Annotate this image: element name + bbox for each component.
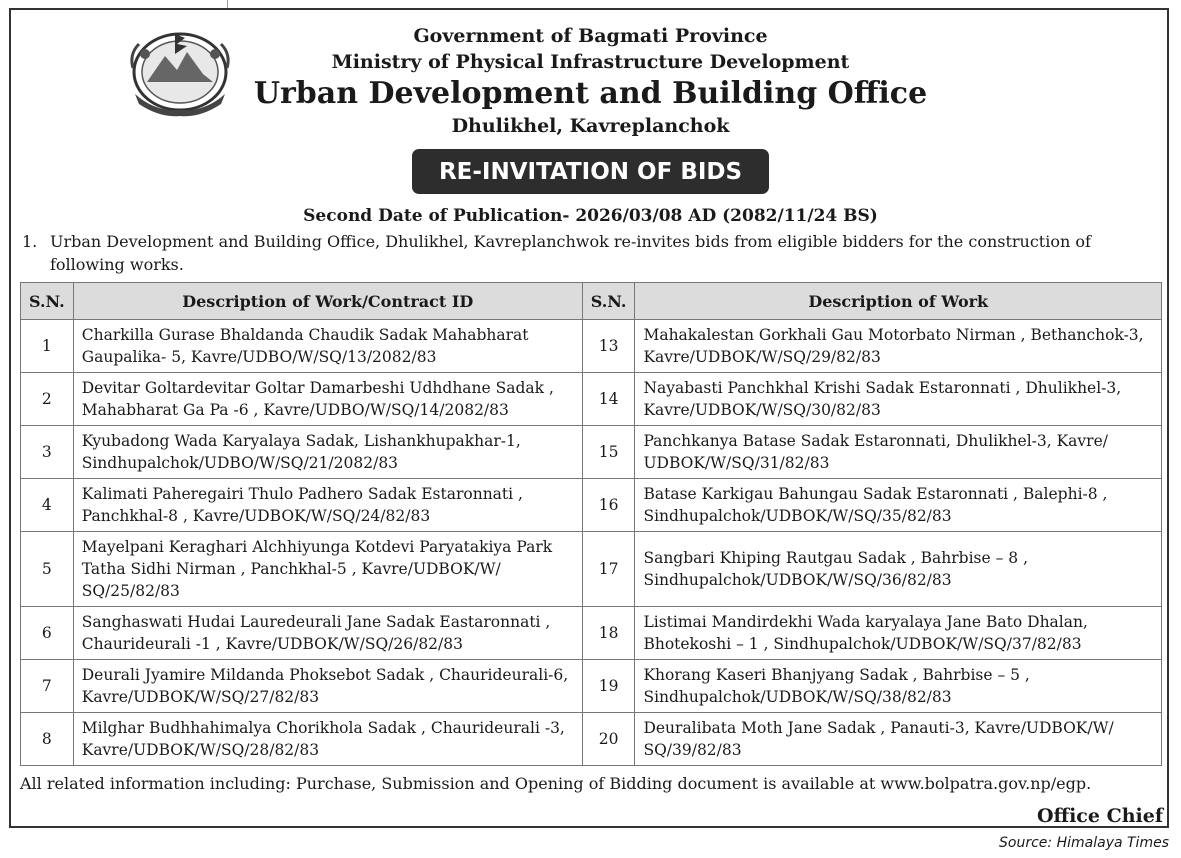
sn-cell: 20 <box>582 713 635 766</box>
description-cell: Kyubadong Wada Karyalaya Sadak, Lishankhupakhar-1, Sindhupalchok/UDBO/W/SQ/21/2082/83 <box>73 426 582 479</box>
description-cell: Batase Karkigau Bahungau Sadak Estaronnati , Balephi-8 , Sindhupalchok/UDBOK/W/SQ/35/82/83 <box>635 479 1162 532</box>
intro-paragraph <box>22 230 1167 276</box>
table-header-row <box>21 283 1162 320</box>
table-row <box>21 660 1162 713</box>
header-description-right: Description of Work <box>635 283 1162 320</box>
sn-cell: 15 <box>582 426 635 479</box>
sn-cell: 13 <box>582 320 635 373</box>
sn-cell: 5 <box>21 532 74 607</box>
bids-table <box>20 282 1162 766</box>
intro-number: 1. <box>22 232 38 251</box>
office-title: Urban Development and Building Office <box>253 76 928 111</box>
description-cell: Nayabasti Panchkhal Krishi Sadak Estaronnati , Dhulikhel-3, Kavre/UDBOK/W/SQ/30/82/83 <box>635 373 1162 426</box>
footer-note: All related information including: Purchase, Submission and Opening of Bidding document is available at www.bolpatra.gov.np/egp. <box>20 774 1092 793</box>
sn-cell: 18 <box>582 607 635 660</box>
sn-cell: 6 <box>21 607 74 660</box>
sn-cell: 4 <box>21 479 74 532</box>
header-sn-left: S.N. <box>21 283 74 320</box>
publication-date: Second Date of Publication- 2026/03/08 AD (2082/11/24 BS) <box>303 206 878 226</box>
description-cell: Mahakalestan Gorkhali Gau Motorbato Nirman , Bethanchok-3, Kavre/UDBOK/W/SQ/29/82/83 <box>635 320 1162 373</box>
sn-cell: 8 <box>21 713 74 766</box>
description-cell: Milghar Budhhahimalya Chorikhola Sadak , Chaurideurali -3, Kavre/UDBOK/W/SQ/28/82/83 <box>73 713 582 766</box>
table-row <box>21 532 1162 607</box>
intro-text: Urban Development and Building Office, Dhulikhel, Kavreplanchwok re-invites bids from eligible bidders for the construction of following works. <box>50 232 1091 274</box>
description-cell: Panchkanya Batase Sadak Estaronnati, Dhulikhel-3, Kavre/ UDBOK/W/SQ/31/82/83 <box>635 426 1162 479</box>
sn-cell: 19 <box>582 660 635 713</box>
sn-cell: 1 <box>21 320 74 373</box>
signature: Office Chief <box>1036 805 1163 827</box>
description-cell: Sanghaswati Hudai Lauredeurali Jane Sadak Eastaronnati , Chaurideurali -1 , Kavre/UDBOK/W/SQ/26/82/83 <box>73 607 582 660</box>
sn-cell: 3 <box>21 426 74 479</box>
government-title: Government of Bagmati Province <box>413 25 768 47</box>
notice-banner: RE-INVITATION OF BIDS <box>412 149 769 194</box>
sn-cell: 2 <box>21 373 74 426</box>
description-cell: Mayelpani Keraghari Alchhiyunga Kotdevi Paryatakiya Park Tatha Sidhi Nirman , Panchkhal-5 , Kavre/UDBOK/W/ SQ/25/82/83 <box>73 532 582 607</box>
table-row <box>21 373 1162 426</box>
sn-cell: 16 <box>582 479 635 532</box>
top-divider <box>227 0 228 8</box>
header-description-left: Description of Work/Contract ID <box>73 283 582 320</box>
table-row <box>21 479 1162 532</box>
description-cell: Charkilla Gurase Bhaldanda Chaudik Sadak Mahabharat Gaupalika- 5, Kavre/UDBO/W/SQ/13/2082/83 <box>73 320 582 373</box>
description-cell: Deurali Jyamire Mildanda Phoksebot Sadak , Chaurideurali-6, Kavre/UDBOK/W/SQ/27/82/83 <box>73 660 582 713</box>
description-cell: Sangbari Khiping Rautgau Sadak , Bahrbise – 8 , Sindhupalchok/UDBOK/W/SQ/36/82/83 <box>635 532 1162 607</box>
table-row <box>21 607 1162 660</box>
description-cell: Listimai Mandirdekhi Wada karyalaya Jane Bato Dhalan, Bhotekoshi – 1 , Sindhupalchok/UDBOK/W/SQ/37/82/83 <box>635 607 1162 660</box>
description-cell: Deuralibata Moth Jane Sadak , Panauti-3, Kavre/UDBOK/W/ SQ/39/82/83 <box>635 713 1162 766</box>
description-cell: Khorang Kaseri Bhanjyang Sadak , Bahrbise – 5 , Sindhupalchok/UDBOK/W/SQ/38/82/83 <box>635 660 1162 713</box>
table-row <box>21 320 1162 373</box>
sn-cell: 14 <box>582 373 635 426</box>
description-cell: Kalimati Paheregairi Thulo Padhero Sadak Estaronnati , Panchkhal-8 , Kavre/UDBOK/W/SQ/24/82/83 <box>73 479 582 532</box>
office-location: Dhulikhel, Kavreplanchok <box>451 115 730 137</box>
table-row <box>21 713 1162 766</box>
header-sn-right: S.N. <box>582 283 635 320</box>
sn-cell: 17 <box>582 532 635 607</box>
table-row <box>21 426 1162 479</box>
sn-cell: 7 <box>21 660 74 713</box>
source-credit: Source: Himalaya Times <box>999 835 1169 851</box>
ministry-title: Ministry of Physical Infrastructure Development <box>331 51 850 73</box>
description-cell: Devitar Goltardevitar Goltar Damarbeshi Udhdhane Sadak , Mahabharat Ga Pa -6 , Kavre/UDBO/W/SQ/14/2082/83 <box>73 373 582 426</box>
